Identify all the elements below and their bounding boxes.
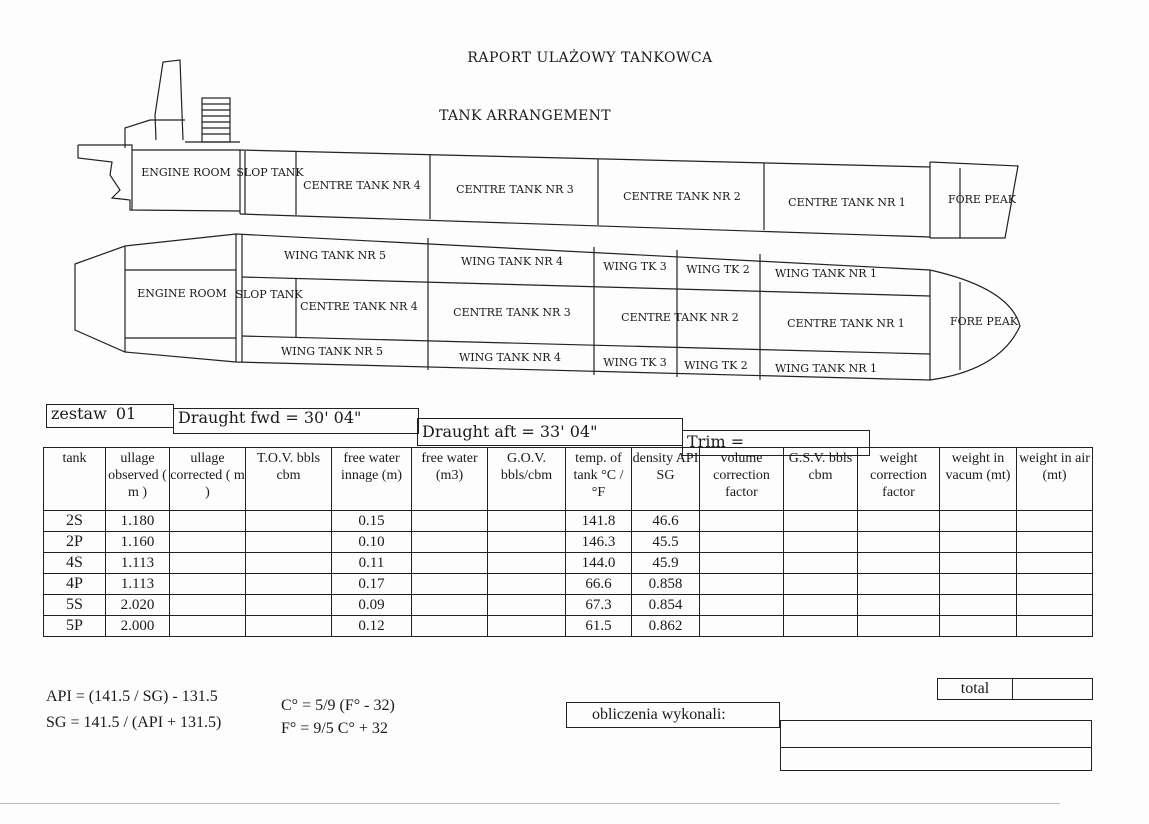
gov-cell[interactable] — [488, 574, 566, 595]
plan-centre-2: CENTRE TANK NR 2 — [621, 311, 739, 324]
sg-formula: SG = 141.5 / (API + 131.5) — [46, 714, 222, 731]
free-water-innage-cell[interactable]: 0.11 — [332, 553, 412, 574]
signature-label: obliczenia wykonali: — [566, 702, 780, 728]
ullage-corrected-cell[interactable] — [170, 532, 246, 553]
profile-slop-tank: SLOP TANK — [236, 166, 304, 179]
vcf-cell[interactable] — [700, 532, 784, 553]
plan-wing-bottom-3: WING TK 3 — [603, 356, 667, 369]
ullage-table — [43, 447, 1093, 637]
table-row — [44, 574, 1093, 595]
ullage-observed-cell[interactable]: 2.020 — [106, 595, 170, 616]
plan-wing-top-5: WING TANK NR 5 — [284, 249, 386, 262]
weight-vacum-cell[interactable] — [940, 595, 1017, 616]
col-header: free water (m3) — [412, 448, 488, 511]
tov-cell[interactable] — [246, 595, 332, 616]
weight-vacum-cell[interactable] — [940, 616, 1017, 637]
profile-centre-3: CENTRE TANK NR 3 — [456, 183, 574, 196]
vcf-cell[interactable] — [700, 616, 784, 637]
plan-wing-top-3: WING TK 3 — [603, 260, 667, 273]
plan-wing-top-1: WING TANK NR 1 — [775, 267, 877, 280]
tank-arrangement-drawing — [0, 0, 1149, 400]
gsv-cell[interactable] — [784, 616, 858, 637]
wcf-cell[interactable] — [858, 595, 940, 616]
profile-centre-1: CENTRE TANK NR 1 — [788, 196, 906, 209]
celsius-formula: C° = 5/9 (F° - 32) — [281, 697, 395, 714]
temp-cell[interactable]: 61.5 — [566, 616, 632, 637]
col-header: G.O.V. bbls/cbm — [488, 448, 566, 511]
draught-aft-label: Draught aft = — [422, 422, 535, 441]
col-header: ullage corrected ( m ) — [170, 448, 246, 511]
profile-engine-room: ENGINE ROOM — [141, 166, 231, 179]
weight-vacum-cell[interactable] — [940, 574, 1017, 595]
col-header: volume correction factor — [700, 448, 784, 511]
draught-aft-value[interactable]: 33' 04" — [539, 422, 598, 441]
density-cell[interactable]: 0.862 — [632, 616, 700, 637]
ullage-observed-cell[interactable]: 2.000 — [106, 616, 170, 637]
total-label: total — [937, 678, 1013, 700]
total-value-cell[interactable] — [1013, 678, 1093, 700]
weight-air-cell[interactable] — [1017, 616, 1093, 637]
col-header: tank — [44, 448, 106, 511]
plan-wing-top-2: WING TK 2 — [686, 263, 750, 276]
tank-cell: 2P — [44, 532, 106, 553]
tank-cell: 4P — [44, 574, 106, 595]
api-formula: API = (141.5 / SG) - 131.5 — [46, 688, 218, 705]
col-header: free water innage (m) — [332, 448, 412, 511]
weight-air-cell[interactable] — [1017, 553, 1093, 574]
signature-field-1[interactable] — [780, 720, 1092, 748]
gsv-cell[interactable] — [784, 532, 858, 553]
free-water-innage-cell[interactable]: 0.10 — [332, 532, 412, 553]
plan-centre-3: CENTRE TANK NR 3 — [453, 306, 571, 319]
table-row — [44, 532, 1093, 553]
table-row — [44, 511, 1093, 532]
table-header-row — [44, 448, 1093, 511]
ullage-corrected-cell[interactable] — [170, 595, 246, 616]
vcf-cell[interactable] — [700, 511, 784, 532]
free-water-cell[interactable] — [412, 553, 488, 574]
total-row — [937, 678, 1093, 700]
temp-cell[interactable]: 66.6 — [566, 574, 632, 595]
density-cell[interactable]: 45.9 — [632, 553, 700, 574]
weight-air-cell[interactable] — [1017, 532, 1093, 553]
signature-field-2[interactable] — [780, 747, 1092, 771]
profile-centre-4: CENTRE TANK NR 4 — [303, 179, 421, 192]
col-header: weight correction factor — [858, 448, 940, 511]
wcf-cell[interactable] — [858, 532, 940, 553]
gov-cell[interactable] — [488, 595, 566, 616]
wcf-cell[interactable] — [858, 511, 940, 532]
density-cell[interactable]: 0.858 — [632, 574, 700, 595]
document-title: RAPORT ULAŻOWY TANKOWCA — [467, 50, 713, 66]
free-water-cell[interactable] — [412, 574, 488, 595]
gov-cell[interactable] — [488, 511, 566, 532]
ullage-observed-cell[interactable]: 1.113 — [106, 553, 170, 574]
plan-wing-top-4: WING TANK NR 4 — [461, 255, 563, 268]
weight-air-cell[interactable] — [1017, 511, 1093, 532]
plan-centre-1: CENTRE TANK NR 1 — [787, 317, 905, 330]
weight-air-cell[interactable] — [1017, 595, 1093, 616]
wcf-cell[interactable] — [858, 553, 940, 574]
vcf-cell[interactable] — [700, 553, 784, 574]
weight-vacum-cell[interactable] — [940, 532, 1017, 553]
table-row — [44, 616, 1093, 637]
wcf-cell[interactable] — [858, 574, 940, 595]
ullage-observed-cell[interactable]: 1.180 — [106, 511, 170, 532]
col-header: ullage observed ( m ) — [106, 448, 170, 511]
draught-fwd-label: Draught fwd = — [178, 408, 299, 427]
trim-label: Trim = — [687, 432, 745, 451]
col-header: T.O.V. bbls cbm — [246, 448, 332, 511]
ullage-corrected-cell[interactable] — [170, 574, 246, 595]
plan-wing-bottom-2: WING TK 2 — [684, 359, 748, 372]
plan-centre-4: CENTRE TANK NR 4 — [300, 300, 418, 313]
gsv-cell[interactable] — [784, 574, 858, 595]
weight-air-cell[interactable] — [1017, 574, 1093, 595]
free-water-cell[interactable] — [412, 616, 488, 637]
page-edge-line — [0, 803, 1060, 804]
table-row — [44, 595, 1093, 616]
gsv-cell[interactable] — [784, 595, 858, 616]
draught-fwd-value[interactable]: 30' 04" — [303, 408, 362, 427]
free-water-cell[interactable] — [412, 511, 488, 532]
draught-aft-field — [417, 418, 683, 446]
col-header: G.S.V. bbls cbm — [784, 448, 858, 511]
free-water-cell[interactable] — [412, 595, 488, 616]
ullage-observed-cell[interactable]: 1.113 — [106, 574, 170, 595]
temp-cell[interactable]: 146.3 — [566, 532, 632, 553]
tov-cell[interactable] — [246, 511, 332, 532]
tov-cell[interactable] — [246, 574, 332, 595]
gov-cell[interactable] — [488, 532, 566, 553]
wcf-cell[interactable] — [858, 616, 940, 637]
vcf-cell[interactable] — [700, 574, 784, 595]
gsv-cell[interactable] — [784, 553, 858, 574]
density-cell[interactable]: 46.6 — [632, 511, 700, 532]
density-cell[interactable]: 0.854 — [632, 595, 700, 616]
plan-wing-bottom-5: WING TANK NR 5 — [281, 345, 383, 358]
free-water-cell[interactable] — [412, 532, 488, 553]
zestaw-value[interactable]: 01 — [115, 404, 137, 423]
table-row — [44, 553, 1093, 574]
vcf-cell[interactable] — [700, 595, 784, 616]
tank-cell: 5P — [44, 616, 106, 637]
weight-vacum-cell[interactable] — [940, 553, 1017, 574]
tov-cell[interactable] — [246, 616, 332, 637]
zestaw-field — [46, 404, 174, 428]
tank-cell: 4S — [44, 553, 106, 574]
tov-cell[interactable] — [246, 532, 332, 553]
ullage-corrected-cell[interactable] — [170, 553, 246, 574]
gsv-cell[interactable] — [784, 511, 858, 532]
col-header: weight in air (mt) — [1017, 448, 1093, 511]
col-header: weight in vacum (mt) — [940, 448, 1017, 511]
plan-slop-tank: SLOP TANK — [235, 288, 303, 301]
profile-centre-2: CENTRE TANK NR 2 — [623, 190, 741, 203]
plan-wing-bottom-1: WING TANK NR 1 — [775, 362, 877, 375]
temp-cell[interactable]: 144.0 — [566, 553, 632, 574]
profile-fore-peak: FORE PEAK — [947, 193, 1017, 206]
draught-fwd-field — [173, 408, 419, 434]
plan-engine-room: ENGINE ROOM — [137, 287, 227, 300]
tov-cell[interactable] — [246, 553, 332, 574]
document-subtitle: TANK ARRANGEMENT — [439, 108, 611, 124]
free-water-innage-cell[interactable]: 0.15 — [332, 511, 412, 532]
plan-fore-peak: FORE PEAK — [949, 315, 1019, 328]
gov-cell[interactable] — [488, 553, 566, 574]
col-header: density API SG — [632, 448, 700, 511]
weight-vacum-cell[interactable] — [940, 511, 1017, 532]
tank-cell: 2S — [44, 511, 106, 532]
free-water-innage-cell[interactable]: 0.17 — [332, 574, 412, 595]
ullage-corrected-cell[interactable] — [170, 616, 246, 637]
plan-wing-bottom-4: WING TANK NR 4 — [459, 351, 561, 364]
col-header: temp. of tank °C / °F — [566, 448, 632, 511]
gov-cell[interactable] — [488, 616, 566, 637]
ullage-observed-cell[interactable]: 1.160 — [106, 532, 170, 553]
density-cell[interactable]: 45.5 — [632, 532, 700, 553]
free-water-innage-cell[interactable]: 0.12 — [332, 616, 412, 637]
temp-cell[interactable]: 67.3 — [566, 595, 632, 616]
temp-cell[interactable]: 141.8 — [566, 511, 632, 532]
free-water-innage-cell[interactable]: 0.09 — [332, 595, 412, 616]
zestaw-label: zestaw — [51, 404, 107, 423]
ullage-corrected-cell[interactable] — [170, 511, 246, 532]
tank-cell: 5S — [44, 595, 106, 616]
fahrenheit-formula: F° = 9/5 C° + 32 — [281, 720, 388, 737]
